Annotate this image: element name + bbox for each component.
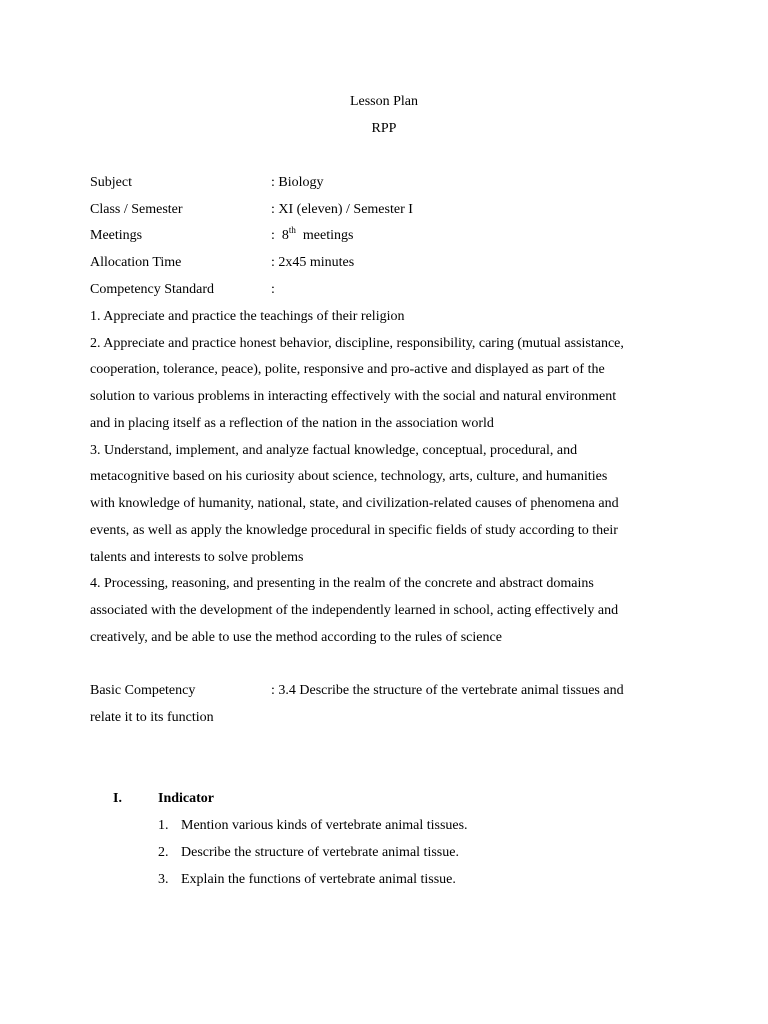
- competency-line: creatively, and be able to use the method according to the rules of science: [90, 630, 502, 645]
- document-subtitle: RPP: [371, 121, 397, 136]
- competency-line: associated with the development of the independently learned in school, acting effectively and: [90, 603, 619, 618]
- basic-competency-value: : 3.4 Describe the structure of the vertebrate animal tissues and: [271, 683, 624, 698]
- indicator-text: Mention various kinds of vertebrate animal tissues.: [181, 818, 468, 833]
- competency-line: 3. Understand, implement, and analyze factual knowledge, conceptual, procedural, and: [90, 443, 578, 458]
- meetings-suffix: meetings: [295, 228, 354, 243]
- indicator-text: Explain the functions of vertebrate animal tissue.: [181, 872, 456, 887]
- meetings-prefix: : 8: [271, 228, 289, 243]
- basic-competency-label: Basic Competency: [90, 683, 196, 698]
- competency-line: 2. Appreciate and practice honest behavior, discipline, responsibility, caring (mutual assistance,: [90, 336, 624, 351]
- competency-label: Competency Standard: [90, 282, 215, 297]
- meetings-value: [271, 227, 353, 245]
- subject-value: : Biology: [271, 175, 324, 190]
- subject-label: Subject: [90, 175, 132, 190]
- competency-line: events, as well as apply the knowledge procedural in specific fields of study according to their: [90, 523, 618, 538]
- indicator-number: 1.: [158, 818, 169, 833]
- competency-line: talents and interests to solve problems: [90, 550, 304, 565]
- indicator-text: Describe the structure of vertebrate animal tissue.: [181, 845, 459, 860]
- competency-value: :: [271, 282, 275, 297]
- competency-line: with knowledge of humanity, national, state, and civilization-related causes of phenomena and: [90, 496, 619, 511]
- allocation-label: Allocation Time: [90, 255, 182, 270]
- meetings-label: Meetings: [90, 228, 143, 243]
- meetings-ordinal: th: [288, 225, 296, 235]
- competency-line: solution to various problems in interacting effectively with the social and natural environment: [90, 389, 617, 404]
- allocation-value: : 2x45 minutes: [271, 255, 355, 270]
- document-title: Lesson Plan: [349, 94, 419, 109]
- competency-line: 1. Appreciate and practice the teachings of their religion: [90, 309, 405, 324]
- indicator-number: 3.: [158, 872, 169, 887]
- section-numeral: I.: [113, 791, 122, 806]
- class-value: : XI (eleven) / Semester I: [271, 202, 413, 217]
- basic-competency-continuation: relate it to its function: [90, 710, 214, 725]
- competency-line: and in placing itself as a reflection of the nation in the association world: [90, 416, 494, 431]
- section-heading: Indicator: [158, 791, 214, 806]
- competency-line: cooperation, tolerance, peace), polite, responsive and pro-active and displayed as part of the: [90, 362, 605, 377]
- indicator-number: 2.: [158, 845, 169, 860]
- competency-line: metacognitive based on his curiosity about science, technology, arts, culture, and humanities: [90, 469, 608, 484]
- class-label: Class / Semester: [90, 202, 183, 217]
- competency-line: 4. Processing, reasoning, and presenting in the realm of the concrete and abstract domains: [90, 576, 594, 591]
